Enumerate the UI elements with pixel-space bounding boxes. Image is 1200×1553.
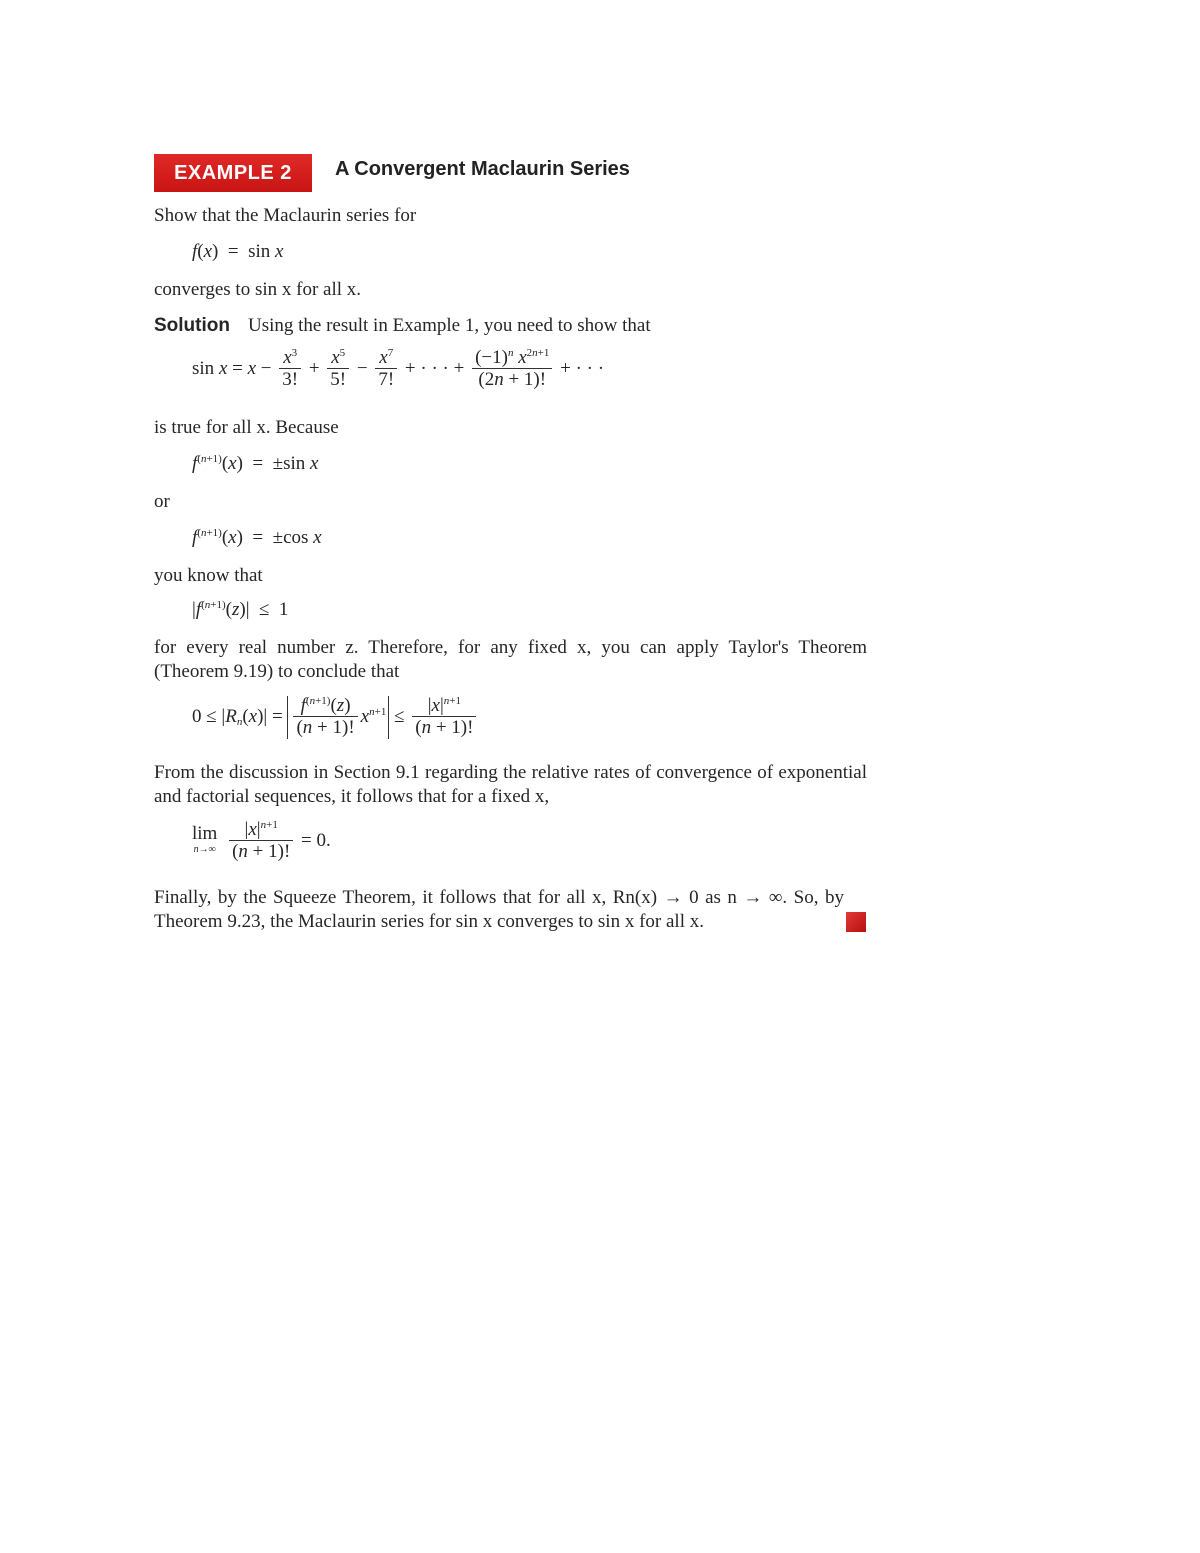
end-of-example-icon xyxy=(846,912,866,932)
equation-sin-series: sin x = x − $\frac{x^3}{3!}$ + $\frac{x^5}{5!}$ − $\frac{x^7}{7!}$ + · · · + $\frac{(-1)^n x^{2n+1}}{(2n + 1)!}$ + · · · xyxy=(192,347,605,390)
solution-paragraph xyxy=(154,314,867,338)
true-for-all-text: is true for all x. Because xyxy=(154,417,339,438)
example-header xyxy=(154,150,867,194)
intro-text xyxy=(154,204,867,228)
equation-fx: f(x) = sin x xyxy=(192,241,284,262)
example-section xyxy=(154,150,867,932)
example-badge: EXAMPLE 2 xyxy=(154,154,312,192)
intro-sentence: Show that the Maclaurin series for xyxy=(154,205,417,226)
every-real-text: for every real number z. Therefore, for any fixed x, you can apply Taylor's Theorem (Theorem 9.19) to conclude that xyxy=(154,637,867,682)
solution-text: Using the result in Example 1, you need to show that xyxy=(247,315,651,336)
you-know-text: you know that xyxy=(154,565,263,586)
equation-limit: lim n→∞ $\frac{|x|^{n+1}}{(n + 1)!}$ = 0. xyxy=(192,819,331,862)
example-title: A Convergent Maclaurin Series xyxy=(335,158,630,180)
solution-label: Solution xyxy=(154,315,230,336)
equation-remainder: $0 \le |R_n(x)|$ = $\frac{f^{(n+1)}(z)}{(n + 1)!}$ $x^{n+1}$ ≤ $\frac{|x|^{n+1}}{(n + 1)!}$ xyxy=(192,696,479,739)
equation-bound: $|f^{(n+1)}(z)| \le 1$ xyxy=(192,599,289,620)
finally-text: Finally, by the Squeeze Theorem, it follows that for all x, Rn(x) → 0 as n → ∞. So, by Theorem 9.23, the Maclaurin series for sin x converges to sin x for all x. xyxy=(154,887,844,932)
or-text: or xyxy=(154,491,170,512)
equation-derivative-cos: $f^{(n+1)}(x) = \pm\cos$ x xyxy=(192,527,322,548)
equation-derivative-sin: $f^{(n+1)}(x) = \pm\sin$ x xyxy=(192,453,319,474)
from-discussion-text: From the discussion in Section 9.1 regarding the relative rates of convergence of exponential and factorial sequences, it follows that for a fixed x, xyxy=(154,762,867,807)
converges-text: converges to sin x for all x. xyxy=(154,279,362,300)
